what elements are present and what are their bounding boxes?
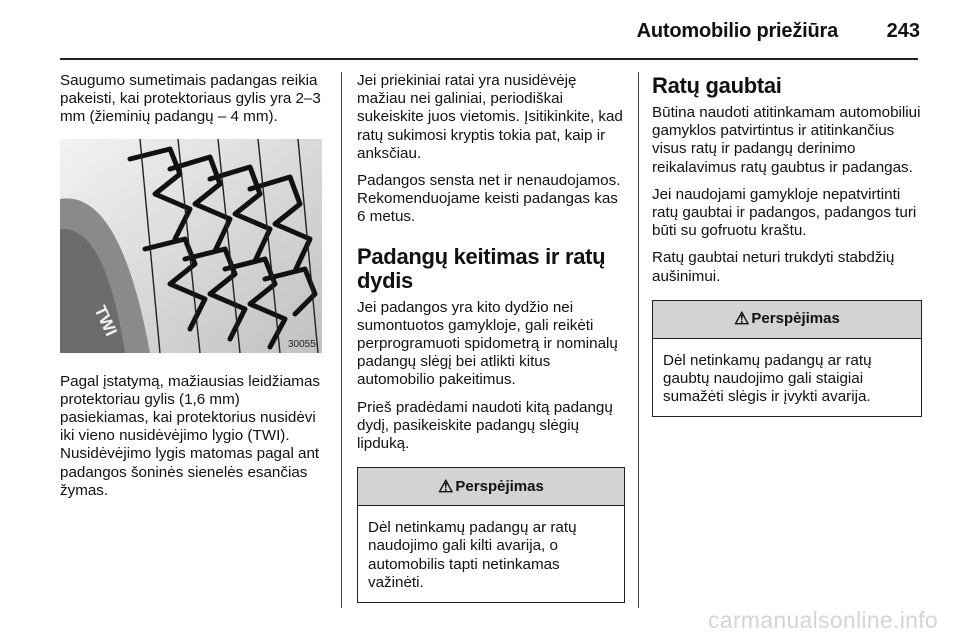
watermark: carmanualsonline.info — [707, 607, 938, 633]
section-heading-wheel-covers: Ratų gaubtai — [652, 73, 782, 98]
twi-paragraph: Pagal įstatymą, mažiausias leidžiamas protektoriau gylis (1,6 mm) pasiekiamas, kai protektorius nusidėvi iki vieno nusidėvėjimo lygio (TWI). Nusidėvėjimo lygis matomas pagal ant padangos šoninės sienelės esančias žymas. — [60, 372, 320, 499]
tyre-tread-drawing — [60, 139, 322, 353]
rotation-paragraph: Jei priekiniai ratai yra nusidėvėję mažiau nei galiniai, periodiškai sukeiskite juos vietomis. Įsitikinkite, kad ratų sukimosi kryptis tokia pat, kaip ir anksčiau. — [357, 72, 623, 162]
warning-triangle-icon: ⚠ — [438, 476, 454, 496]
warning-triangle-icon: ⚠ — [734, 309, 750, 329]
twi-mark-label: TWI — [90, 302, 121, 339]
wheel-covers-paragraph-1: Būtina naudoti atitinkamam automobiliui gamyklos patvirtintus ir atitinkančius visus ratų ir padangų derinimo reikalavimus ratų gaubtus ir padangas. — [652, 104, 921, 176]
warning-box-2-body — [653, 339, 921, 417]
column-divider-2 — [638, 72, 639, 608]
warning-box-2-header — [653, 301, 921, 339]
header-rule — [60, 58, 918, 60]
warning-box-1 — [357, 467, 625, 603]
ageing-paragraph: Padangos sensta net ir nenaudojamos. Rekomenduojame keisti padangas kas 6 metus. — [357, 172, 621, 226]
column-divider-1 — [341, 72, 342, 608]
column-2 — [357, 72, 625, 603]
warning-box-2-text: Dėl netinkamų padangų ar ratų gaubtų naudojimo gali staigiai sumažėti slėgis ir įvykti avarija. — [663, 351, 872, 406]
tread-depth-paragraph: Saugumo sumetimais padangas reikia pakeisti, kai protektoriaus gylis yra 2–3 mm (žieminių padangų – 4 mm). — [60, 72, 321, 126]
wheel-covers-paragraph-2: Jei naudojami gamykloje nepatvirtinti ratų gaubtai ir padangos, padangos turi būti su gofruotu kraštu. — [652, 185, 917, 240]
page-number: 243 — [886, 20, 920, 42]
column-1 — [60, 72, 330, 509]
warning-box-2-title: Perspėjimas — [751, 310, 840, 328]
chapter-title: Automobilio priežiūra — [636, 20, 838, 42]
page-header — [0, 0, 960, 58]
tyre-size-paragraph: Jei padangos yra kito dydžio nei sumontuotos gamykloje, gali reikėti perprogramuoti spidometrą ir nominalų padangų slėgį bei atlikti kitus automobilio pakeitimus. — [357, 298, 618, 389]
column-3 — [652, 72, 922, 417]
warning-box-1-text: Dėl netinkamų padangų ar ratų naudojimo gali kilti avarija, o automobilis tapti netinkamas važinėti. — [368, 519, 577, 591]
warning-box-1-body — [358, 506, 624, 602]
warning-box-1-title: Perspėjimas — [455, 477, 544, 495]
figure-code: 30055 — [288, 338, 316, 350]
wheel-covers-paragraph-3: Ratų gaubtai neturi trukdyti stabdžių aušinimui. — [652, 249, 895, 285]
warning-box-1-header — [358, 468, 624, 506]
warning-box-2 — [652, 300, 922, 418]
tyre-tread-illustration — [60, 139, 322, 353]
pressure-label-paragraph: Prieš pradėdami naudoti kitą padangų dydį, pasikeiskite padangų slėgių lipduką. — [357, 398, 613, 453]
section-heading-tyre-size: Padangų keitimas ir ratų dydis — [357, 243, 606, 293]
